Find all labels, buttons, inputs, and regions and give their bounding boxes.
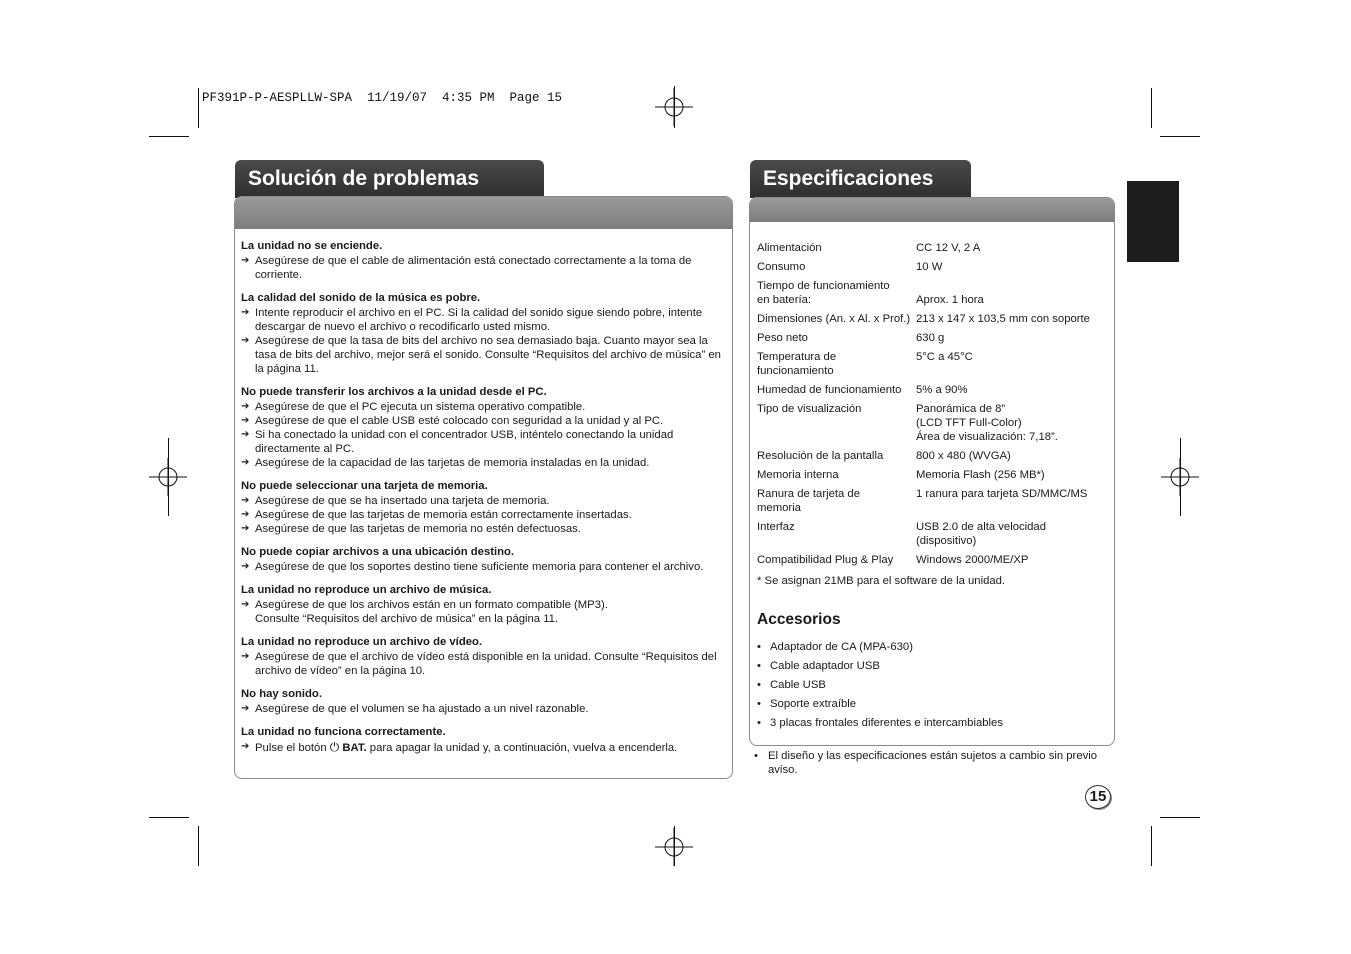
solution-item: [241, 702, 727, 716]
arrow-right-icon: ➔: [241, 429, 250, 440]
crop-mark: [198, 88, 199, 128]
solution-text: Si ha conectado la unidad con el concentrador USB, inténtelo conectando la unidad directamente al PC.: [255, 429, 674, 455]
solution-item: [241, 494, 727, 508]
spec-value: 213 x 147 x 103,5 mm con soporte: [916, 313, 1090, 325]
crop-mark: [149, 817, 189, 818]
arrow-right-icon: ➔: [241, 599, 250, 610]
accessory-item: • Cable USB: [757, 678, 1003, 692]
solution-text: Asegúrese de que el volumen se ha ajustado a un nivel razonable.: [255, 703, 589, 715]
spec-row: [757, 241, 1109, 260]
problem-heading: La unidad no reproduce un archivo de música.: [241, 584, 492, 596]
arrow-right-icon: ➔: [241, 509, 250, 520]
solution-text: Asegúrese de que la tasa de bits del archivo no sea demasiado baja. Cuanto mayor sea la tasa de bits del archivo, mejor será el sonido. Consulte “Requisitos del archivo de música” en la página 11.: [255, 335, 721, 375]
spec-label: Peso neto: [757, 332, 808, 344]
spec-value: Memoria Flash (256 MB*): [916, 469, 1045, 481]
problem-heading: La unidad no funciona correctamente.: [241, 726, 446, 738]
crop-mark: [1151, 826, 1152, 866]
crop-mark: [1160, 136, 1200, 137]
problem-group: [241, 583, 727, 626]
solution-item: [241, 560, 727, 574]
solution-item: [241, 522, 727, 536]
problem-group: [241, 291, 727, 376]
troubleshooting-title: Solución de problemas: [235, 160, 544, 198]
spec-label: Humedad de funcionamiento: [757, 384, 902, 396]
spec-row: [757, 553, 1109, 572]
spec-value: 800 x 480 (WVGA): [916, 450, 1011, 462]
solution-item: [241, 400, 727, 414]
disclaimer-note: [754, 749, 1099, 777]
solution-text: Asegúrese de que los archivos están en un formato compatible (MP3). Consulte “Requisitos del archivo de música” en la página 11.: [255, 599, 608, 625]
spec-row: [757, 383, 1109, 402]
spec-value: Aprox. 1 hora: [916, 294, 984, 306]
solution-text: Intente reproducir el archivo en el PC. Si la calidad del sonido sigue siendo pobre, intente descargar de nuevo el archivo o recodificarlo usted mismo.: [255, 307, 703, 333]
solution-text: Asegúrese de que las tarjetas de memoria no estén defectuosas.: [255, 523, 581, 535]
solution-item: [241, 334, 727, 376]
crop-mark: [674, 826, 675, 866]
solution-item: [241, 598, 727, 626]
spec-row: [757, 312, 1109, 331]
problem-heading: La unidad no se enciende.: [241, 240, 383, 252]
panel-header-band: [750, 198, 1114, 222]
crop-mark: [168, 438, 169, 516]
arrow-right-icon: ➔: [241, 495, 250, 506]
spec-label: Resolución de la pantalla: [757, 450, 884, 462]
spec-label: Dimensiones (An. x Al. x Prof.): [757, 313, 911, 325]
spec-value: 1 ranura para tarjeta SD/MMC/MS: [916, 488, 1088, 500]
accessory-item: • Cable adaptador USB: [757, 659, 1003, 673]
problem-group: [241, 545, 727, 574]
solution-text: Asegúrese de que el PC ejecuta un sistema operativo compatible.: [255, 401, 586, 413]
spec-label: Tiempo de funcionamiento en batería:: [757, 280, 890, 306]
arrow-right-icon: ➔: [241, 307, 250, 318]
spec-value: 5% a 90%: [916, 384, 968, 396]
solution-item: [241, 254, 727, 282]
arrow-right-icon: ➔: [241, 651, 250, 662]
spec-label: Memoria interna: [757, 469, 839, 481]
problem-heading: No puede copiar archivos a una ubicación destino.: [241, 546, 515, 558]
spec-row: [757, 487, 1109, 520]
spec-row: [757, 468, 1109, 487]
crop-mark: [674, 86, 675, 128]
disclaimer-text: El diseño y las especificaciones están sujetos a cambio sin previo aviso.: [768, 750, 1098, 776]
spec-label: Tipo de visualización: [757, 403, 862, 415]
bat-button-label: BAT.: [339, 742, 367, 754]
arrow-right-icon: ➔: [241, 703, 250, 714]
spec-row: [757, 520, 1109, 553]
solution-text: Asegúrese de que se ha insertado una tarjeta de memoria.: [255, 495, 550, 507]
solution-item: [241, 650, 727, 678]
spec-label: Consumo: [757, 261, 806, 273]
solution-text: para apagar la unidad y, a continuación, vuelva a encenderla.: [366, 742, 678, 754]
accessories-list: [757, 640, 1003, 735]
arrow-right-icon: ➔: [241, 335, 250, 346]
arrow-right-icon: ➔: [241, 561, 250, 572]
spec-label: Interfaz: [757, 521, 795, 533]
solution-text: Asegúrese de que las tarjetas de memoria están correctamente insertadas.: [255, 509, 632, 521]
power-icon: ⏻: [329, 740, 340, 754]
spec-label: Ranura de tarjeta de memoria: [757, 488, 860, 514]
crop-mark: [1151, 88, 1152, 128]
problem-group: [241, 635, 727, 678]
problem-heading: No puede transferir los archivos a la unidad desde el PC.: [241, 386, 547, 398]
spec-value: Panorámica de 8” (LCD TFT Full-Color) Área de visualización: 7,18”.: [916, 403, 1058, 443]
spec-value: 5°C a 45°C: [916, 351, 973, 363]
crop-mark: [149, 136, 189, 137]
spec-label: Temperatura de funcionamiento: [757, 351, 837, 377]
crop-mark: [1160, 817, 1200, 818]
solution-text: Asegúrese de que el cable de alimentación está conectado correctamente a la toma de corriente.: [255, 255, 692, 281]
spec-value: CC 12 V, 2 A: [916, 242, 981, 254]
problem-group: [241, 687, 727, 716]
arrow-right-icon: ➔: [241, 415, 250, 426]
problem-group: [241, 479, 727, 536]
solution-text: Asegúrese de la capacidad de las tarjetas de memoria instaladas en la unidad.: [255, 457, 650, 469]
spec-row: [757, 331, 1109, 350]
spec-value: 10 W: [916, 261, 943, 273]
specifications-title: Especificaciones: [750, 160, 971, 198]
spec-value: 630 g: [916, 332, 945, 344]
arrow-right-icon: ➔: [241, 401, 250, 412]
spec-label: Alimentación: [757, 242, 822, 254]
accessory-item: • Soporte extraíble: [757, 697, 1003, 711]
solution-item: [241, 306, 727, 334]
accessories-heading: Accesorios: [757, 611, 841, 628]
print-slug: PF391P-P-AESPLLW-SPA 11/19/07 4:35 PM Page 15: [202, 91, 563, 105]
solution-text: Asegúrese de que el cable USB esté colocado con seguridad a la unidad y al PC.: [255, 415, 664, 427]
solution-text: Asegúrese de que el archivo de vídeo está disponible en la unidad. Consulte “Requisitos del archivo de vídeo” en la página 10.: [255, 651, 717, 677]
crop-mark: [198, 826, 199, 866]
arrow-right-icon: ➔: [241, 255, 250, 266]
problem-heading: No puede seleccionar una tarjeta de memoria.: [241, 480, 488, 492]
accessory-item: • Adaptador de CA (MPA-630): [757, 640, 1003, 654]
spec-row: [757, 350, 1109, 383]
crop-mark: [1180, 438, 1181, 516]
spec-label: Compatibilidad Plug & Play: [757, 554, 894, 566]
spec-row: [757, 449, 1109, 468]
problem-heading: La calidad del sonido de la música es pobre.: [241, 292, 481, 304]
solution-text: Asegúrese de que los soportes destino tiene suficiente memoria para contener el archivo.: [255, 561, 704, 573]
specifications-table: [757, 241, 1109, 572]
problem-group: [241, 725, 727, 755]
troubleshooting-list: [241, 239, 727, 764]
problem-group: [241, 385, 727, 470]
arrow-right-icon: ➔: [241, 741, 250, 752]
solution-item: [241, 456, 727, 470]
bullet-icon: •: [754, 750, 758, 762]
problem-group: [241, 239, 727, 282]
page-number: 15: [1085, 785, 1111, 809]
spec-row: [757, 260, 1109, 279]
spec-value: Windows 2000/ME/XP: [916, 554, 1029, 566]
solution-item: [241, 414, 727, 428]
panel-header-band: [235, 197, 732, 229]
accessory-item: • 3 placas frontales diferentes e intercambiables: [757, 716, 1003, 730]
arrow-right-icon: ➔: [241, 457, 250, 468]
solution-text: Pulse el botón: [255, 742, 330, 754]
spec-row: [757, 279, 1109, 312]
solution-item: [241, 740, 727, 755]
solution-item: [241, 508, 727, 522]
problem-heading: La unidad no reproduce un archivo de vídeo.: [241, 636, 483, 648]
spec-row: [757, 402, 1109, 449]
problem-heading: No hay sonido.: [241, 688, 322, 700]
spec-value: USB 2.0 de alta velocidad (dispositivo): [916, 521, 1046, 547]
spec-footnote: * Se asignan 21MB para el software de la unidad.: [757, 575, 1006, 587]
section-side-tab: [1127, 181, 1179, 262]
arrow-right-icon: ➔: [241, 523, 250, 534]
solution-item: [241, 428, 727, 456]
